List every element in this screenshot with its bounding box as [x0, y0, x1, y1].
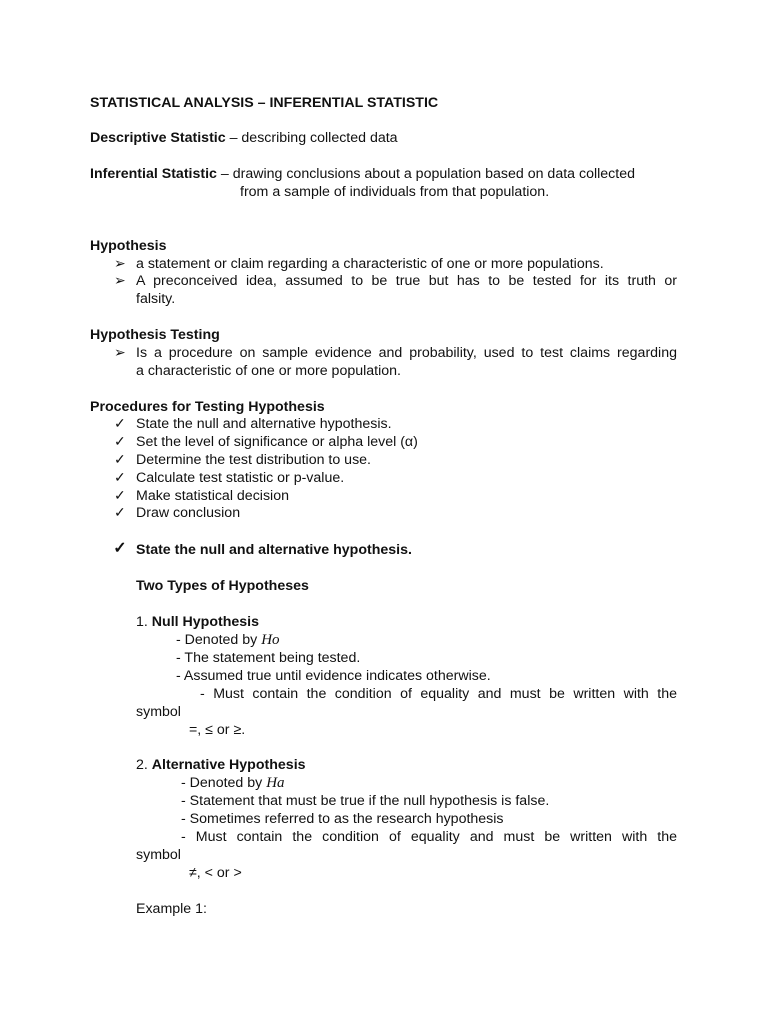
arrow-bullet-icon: ➢ [114, 345, 126, 361]
arrow-bullet-icon: ➢ [114, 273, 126, 289]
null-line-4: - Must contain the condition of equality and must be written with the [200, 686, 677, 702]
page-title: STATISTICAL ANALYSIS – INFERENTIAL STATISTIC [90, 95, 439, 111]
hypothesis-bullet-1: a statement or claim regarding a characteristic of one or more populations. [136, 256, 604, 272]
procedure-item: Set the level of significance or alpha level (α) [136, 434, 418, 450]
alternative-symbols: ≠, < or > [189, 865, 242, 881]
null-line-3: - Assumed true until evidence indicates otherwise. [176, 668, 491, 684]
null-line-2: - The statement being tested. [176, 650, 361, 666]
null-line-5: symbol [136, 704, 181, 720]
hypothesis-bullet-2-continued: falsity. [136, 291, 176, 307]
alternative-line-5: symbol [136, 847, 181, 863]
procedure-item: Calculate test statistic or p-value. [136, 470, 345, 486]
example-label: Example 1: [136, 901, 207, 917]
alternative-hypothesis-heading: 2. Alternative Hypothesis [136, 757, 306, 773]
alternative-line-3: - Sometimes referred to as the research hypothesis [181, 811, 504, 827]
checkmark-icon: ✓ [114, 470, 126, 486]
inferential-text: – drawing conclusions about a population based on data collected [216, 166, 635, 182]
procedure-item: Determine the test distribution to use. [136, 452, 372, 468]
hypothesis-bullet-2: A preconceived idea, assumed to be true but has to be tested for its truth or [136, 273, 677, 289]
procedure-item: State the null and alternative hypothesis. [136, 416, 392, 432]
hypothesis-testing-bullet: Is a procedure on sample evidence and probability, used to test claims regarding [136, 345, 677, 361]
two-types-heading: Two Types of Hypotheses [136, 578, 309, 594]
procedure-item: Draw conclusion [136, 505, 241, 521]
procedures-heading: Procedures for Testing Hypothesis [90, 399, 325, 415]
checkmark-icon: ✓ [114, 416, 126, 432]
arrow-bullet-icon: ➢ [114, 256, 126, 272]
hypothesis-heading: Hypothesis [90, 238, 167, 254]
descriptive-text: – describing collected data [225, 130, 398, 146]
checkmark-icon: ✓ [113, 540, 127, 557]
alternative-line-2: - Statement that must be true if the null hypothesis is false. [181, 793, 550, 809]
descriptive-statistic-definition [90, 129, 398, 147]
inferential-statistic-definition [90, 165, 635, 183]
null-symbols: =, ≤ or ≥. [189, 722, 246, 738]
null-hypothesis-heading: 1. Null Hypothesis [136, 614, 259, 630]
inferential-term: Inferential Statistic [90, 166, 217, 182]
checkmark-icon: ✓ [114, 488, 126, 504]
inferential-text-continued: from a sample of individuals from that population. [240, 184, 550, 200]
checkmark-icon: ✓ [114, 452, 126, 468]
hypothesis-testing-heading: Hypothesis Testing [90, 327, 220, 343]
alternative-symbol: Ha [266, 775, 285, 791]
checkmark-icon: ✓ [114, 505, 126, 521]
step1-heading: State the null and alternative hypothesis. [136, 542, 412, 558]
alternative-denoted-line: - Denoted by Ha [181, 775, 285, 791]
null-denoted-line: - Denoted by Ho [176, 632, 280, 648]
descriptive-term: Descriptive Statistic [90, 130, 226, 146]
null-symbol: Ho [261, 632, 280, 648]
checkmark-icon: ✓ [114, 434, 126, 450]
procedure-item: Make statistical decision [136, 488, 289, 504]
hypothesis-testing-bullet-continued: a characteristic of one or more population. [136, 363, 401, 379]
alternative-line-4: - Must contain the condition of equality and must be written with the [181, 829, 677, 845]
